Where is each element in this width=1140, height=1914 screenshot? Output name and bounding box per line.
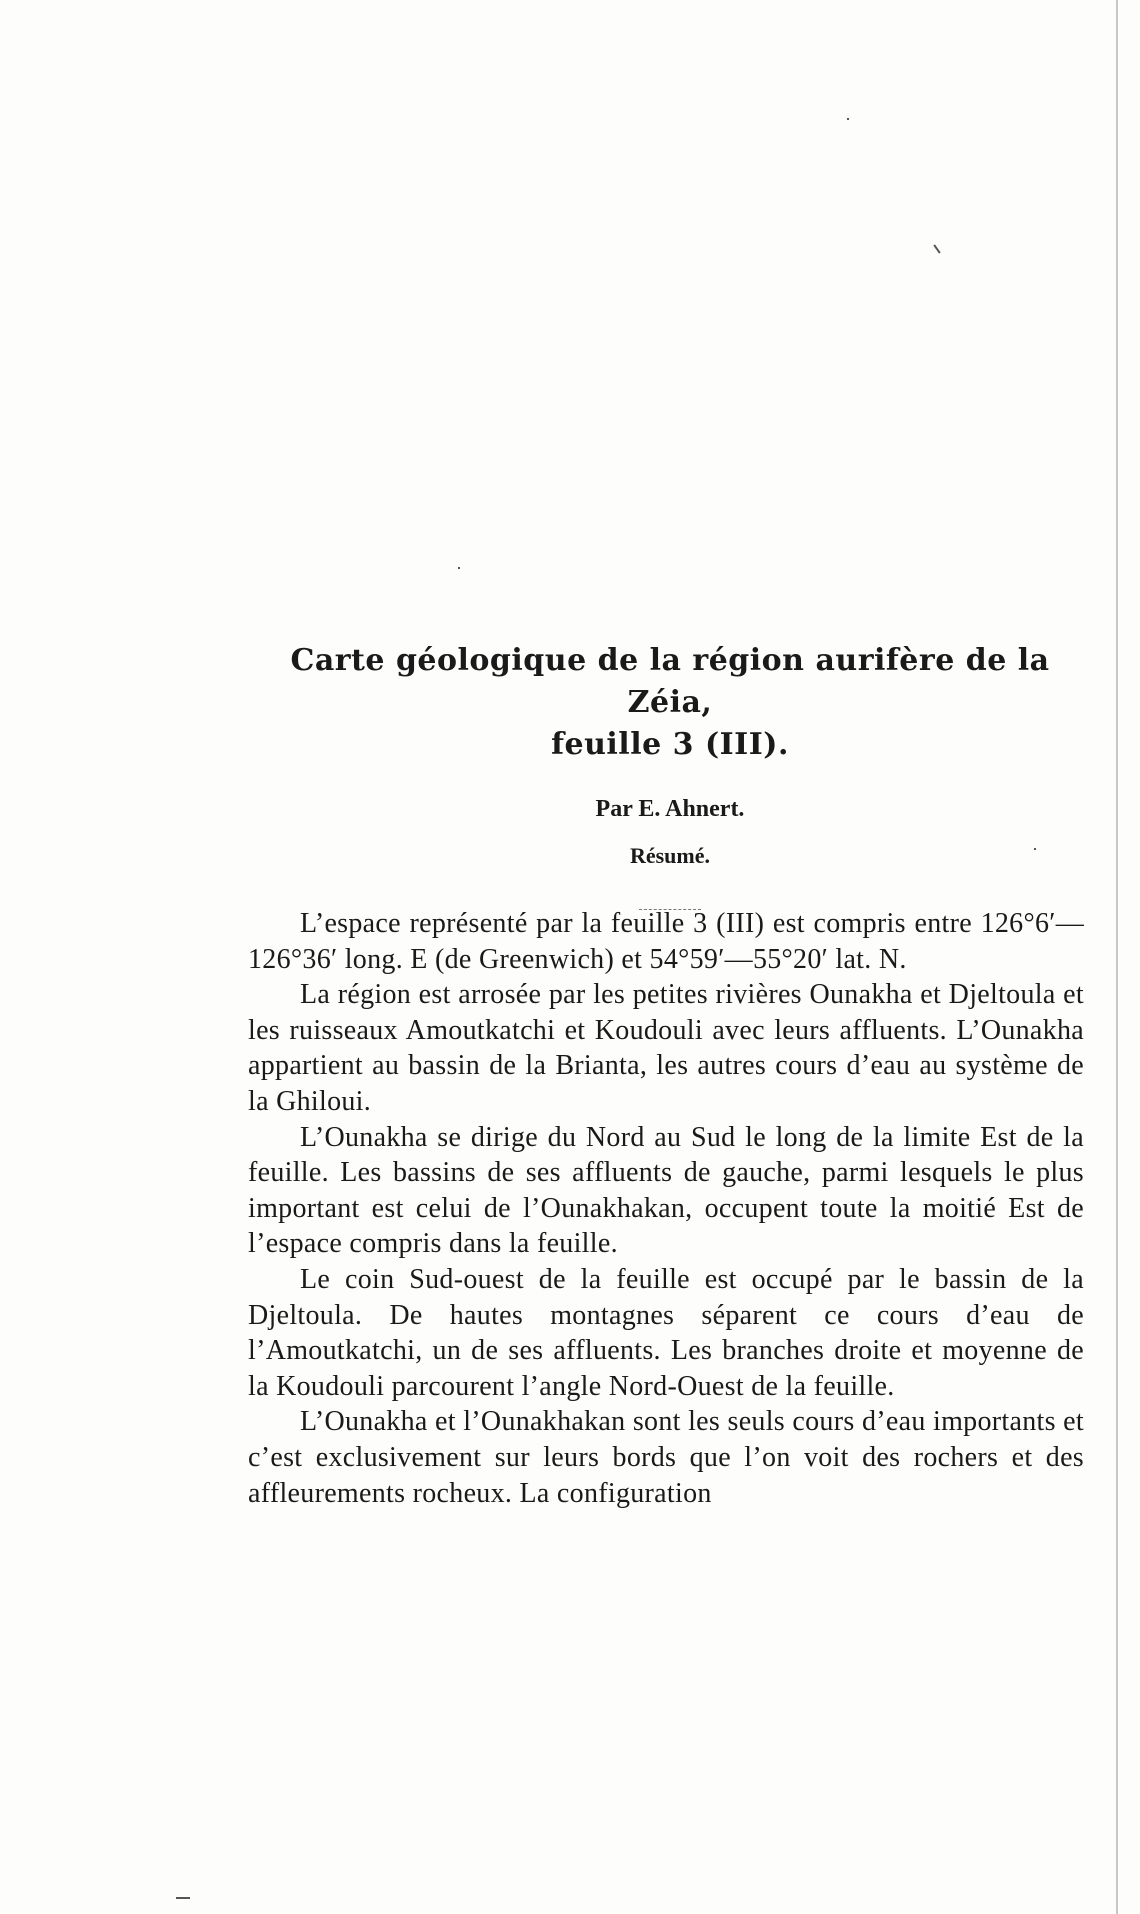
article-header <box>250 640 1090 910</box>
scan-speck <box>847 118 849 120</box>
paragraph-2: La région est arrosée par les petites rivières Ounakha et Djeltoula et les ruisseaux Amoutkatchi et Koudouli avec leurs affluents. L’Ounakha appartient au bassin de la Brianta, les autres cours d’eau au système de la Ghiloui. <box>248 979 1084 1117</box>
body-text <box>248 906 1084 1511</box>
page-edge-line <box>1116 0 1118 1914</box>
scan-speck <box>176 1897 190 1899</box>
scan-speck <box>933 244 940 253</box>
scan-speck <box>458 567 460 569</box>
paragraph-1: L’espace représenté par la feuille 3 (III) est compris entre 126°6′—126°36′ long. E (de Greenwich) et 54°59′—55°20′ lat. N. <box>248 908 1084 975</box>
paragraph-3: L’Ounakha se dirige du Nord au Sud le long de la limite Est de la feuille. Les bassins de ses affluents de gauche, parmi lesquels le plus important est celui de l’Ounakhakan, occupent toute la moitié Est de l’espace compris dans la feuille. <box>248 1121 1084 1260</box>
title-line-1: Carte géologique de la région aurifère de la Zéia, <box>290 643 1050 720</box>
paragraph-5: L’Ounakha et l’Ounakhakan sont les seuls cours d’eau importants et c’est exclusivement sur leurs bords que l’on voit des rochers et des affleurements rocheux. La configuration <box>248 1406 1084 1509</box>
title-line-2: feuille 3 (III). <box>551 727 789 762</box>
paragraph-4: Le coin Sud-ouest de la feuille est occupé par le bassin de la Djeltoula. De hautes montagnes séparent ce cours d’eau de l’Amoutkatchi, un de ses affluents. Les branches droite et moyenne de la Koudouli parcourent l’angle Nord-Ouest de la feuille. <box>248 1263 1084 1402</box>
author-line: Par E. Ahnert. <box>595 796 745 822</box>
section-heading: Résumé. <box>629 843 711 868</box>
article-title <box>250 640 1090 766</box>
